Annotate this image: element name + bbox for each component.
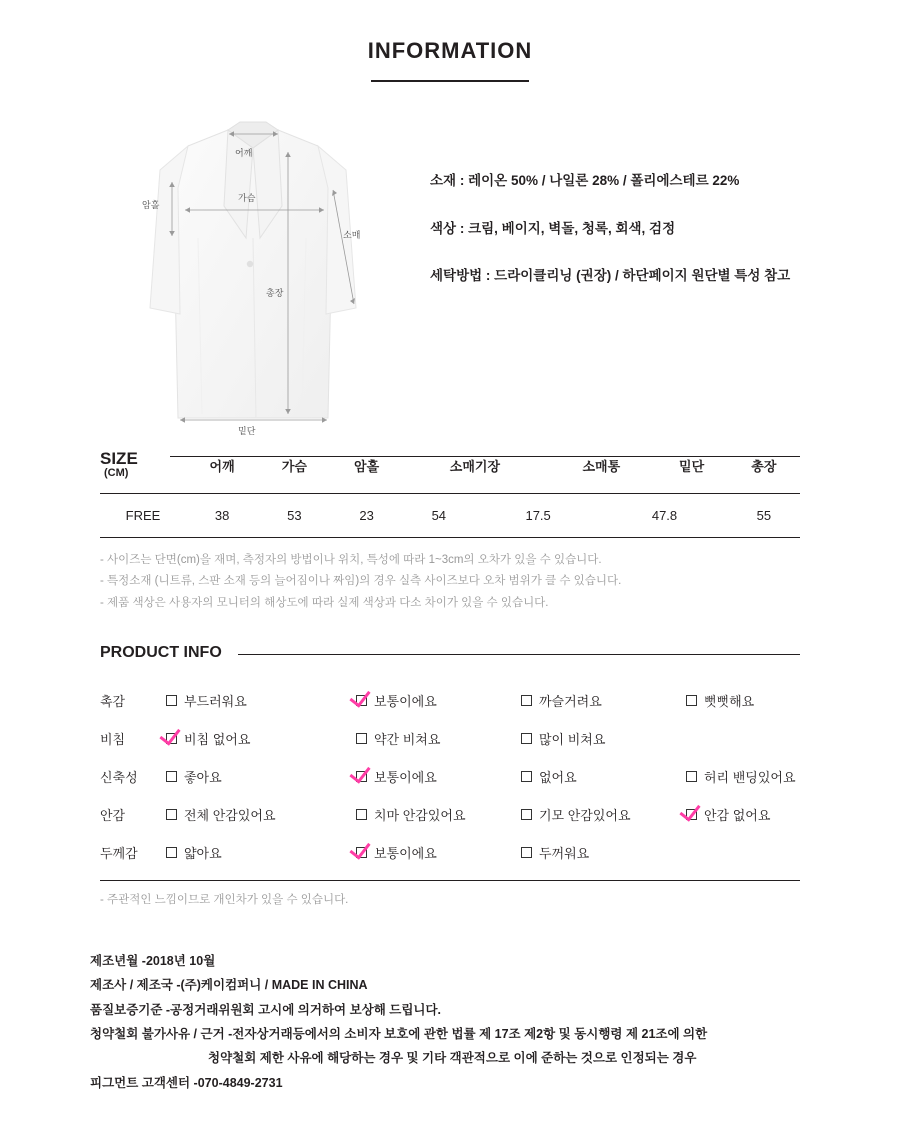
title-underline <box>371 80 529 82</box>
pi-label-stretch: 신축성 <box>100 770 138 786</box>
pi-option-seethrough-1[interactable] <box>356 729 440 748</box>
checkbox-checked-icon[interactable] <box>166 733 177 744</box>
checkbox-icon[interactable] <box>356 809 367 820</box>
pi-option-touch-2[interactable] <box>521 691 602 710</box>
pi-label-thickness: 두께감 <box>100 846 138 862</box>
footer-row-quality <box>90 998 810 1022</box>
size-col-3: 소매기장 <box>449 459 501 474</box>
pi-row-touch <box>100 682 800 720</box>
pi-option-lining-1[interactable] <box>356 805 466 824</box>
pi-option-label: 보통이에요 <box>374 845 437 861</box>
checkbox-icon[interactable] <box>521 771 532 782</box>
size-table <box>100 494 800 538</box>
garment-diagram <box>0 108 430 438</box>
checkbox-icon[interactable] <box>521 809 532 820</box>
checkbox-icon[interactable] <box>686 695 697 706</box>
pi-option-lining-3[interactable] <box>686 805 770 824</box>
pi-option-seethrough-2[interactable] <box>521 729 605 748</box>
pi-option-thickness-2[interactable] <box>521 843 589 862</box>
checkbox-icon[interactable] <box>166 771 177 782</box>
pi-row-stretch <box>100 758 800 796</box>
product-info-title: PRODUCT INFO <box>100 643 222 661</box>
pi-option-stretch-0[interactable] <box>166 767 222 786</box>
footer-row-withdrawal-sub: 청약철회 제한 사유에 해당하는 경우 및 기타 객관적으로 이에 준하는 것으로 인정되는 경우 <box>208 1051 697 1066</box>
size-unit-text: (CM) <box>104 466 129 479</box>
checkbox-icon[interactable] <box>521 733 532 744</box>
checkbox-checked-icon[interactable] <box>356 771 367 782</box>
footer-key-quality: 품질보증기준 - <box>90 1002 171 1017</box>
product-info-table <box>100 682 800 872</box>
pi-option-label: 허리 밴딩있어요 <box>704 769 796 785</box>
spec-material-text: 소재 : 레이온 50% / 나일론 28% / 폴리에스테르 22% <box>430 173 740 188</box>
pi-option-label: 전체 안감있어요 <box>184 807 276 823</box>
size-cell-5: 47.8 <box>601 494 727 538</box>
pi-option-label: 까슬거려요 <box>539 693 602 709</box>
table-head-row <box>100 448 800 485</box>
pi-option-label: 없어요 <box>539 769 577 785</box>
size-table-head <box>100 448 800 485</box>
pi-option-label: 많이 비쳐요 <box>539 731 606 747</box>
size-col-5: 밑단 <box>679 459 705 474</box>
footer-key-customer-center: 피그먼트 고객센터 - <box>90 1075 198 1090</box>
pi-option-touch-1[interactable] <box>356 691 437 710</box>
checkbox-icon[interactable] <box>356 733 367 744</box>
pi-option-label: 보통이에요 <box>374 769 437 785</box>
footer-key-manufacturer: 제조사 / 제조국 - <box>90 978 181 993</box>
pi-option-lining-2[interactable] <box>521 805 631 824</box>
pi-option-label: 안감 없어요 <box>704 807 771 823</box>
checkbox-icon[interactable] <box>521 695 532 706</box>
label-sleeve: 소매 <box>343 230 361 240</box>
spec-color <box>430 220 900 238</box>
checkbox-checked-icon[interactable] <box>686 809 697 820</box>
page-title: INFORMATION <box>367 38 533 63</box>
size-head-blank <box>100 448 186 485</box>
pi-row-lining <box>100 796 800 834</box>
size-note-1: - 특정소재 (니트류, 스판 소재 등의 늘어짐이나 짜임)의 경우 실측 사이즈보다 오차 범위가 클 수 있습니다. <box>100 575 622 588</box>
pi-option-label: 보통이에요 <box>374 693 437 709</box>
pi-option-stretch-2[interactable] <box>521 767 577 786</box>
product-info-note: - 주관적인 느낌이므로 개인차가 있을 수 있습니다. <box>100 893 349 906</box>
size-section <box>100 448 800 538</box>
spec-wash-text: 세탁방법 : 드라이클리닝 (권장) / 하단페이지 원단별 특성 참고 <box>430 268 791 284</box>
size-col-6: 총장 <box>751 459 777 474</box>
pi-label-seethrough: 비침 <box>100 732 126 748</box>
size-col-0: 어깨 <box>209 459 235 474</box>
size-row-name: FREE <box>100 494 186 538</box>
product-info-rule <box>238 654 800 655</box>
footer-key-manufacture-date: 제조년월 - <box>90 953 146 968</box>
table-row <box>100 494 800 538</box>
product-info-bottom-rule <box>100 880 800 881</box>
label-length: 총장 <box>266 288 284 298</box>
size-cell-1: 53 <box>258 494 330 538</box>
pi-option-touch-3[interactable] <box>686 691 754 710</box>
pi-option-lining-0[interactable] <box>166 805 276 824</box>
size-title-text: SIZE <box>100 449 138 468</box>
pi-label-touch: 촉감 <box>100 694 126 710</box>
footer-val-withdrawal: 전자상거래등에서의 소비자 보호에 관한 법률 제 17조 제2항 및 동시행령 제 21조에 의한 <box>232 1026 708 1041</box>
pi-option-label: 부드러워요 <box>184 693 247 709</box>
size-note-2: - 제품 색상은 사용자의 모니터의 해상도에 따라 실제 색상과 다소 차이가 있을 수 있습니다. <box>100 596 549 609</box>
product-info-section <box>100 644 800 907</box>
pi-option-seethrough-0[interactable] <box>166 729 250 748</box>
footer <box>90 949 810 1095</box>
pi-option-stretch-3[interactable] <box>686 767 796 786</box>
footer-row-customer-center <box>90 1071 810 1095</box>
pi-option-label: 약간 비쳐요 <box>374 731 441 747</box>
size-cell-0: 38 <box>186 494 258 538</box>
size-note-0: - 사이즈는 단면(cm)을 재며, 측정자의 방법이나 위치, 특성에 따라 1~3cm의 오차가 있을 수 있습니다. <box>100 554 602 566</box>
checkbox-icon[interactable] <box>166 695 177 706</box>
size-cell-2: 23 <box>330 494 402 538</box>
label-hem: 밑단 <box>238 426 256 436</box>
size-cell-3: 54 <box>403 494 475 538</box>
pi-option-label: 치마 안감있어요 <box>374 807 466 823</box>
label-armhole: 암홀 <box>142 200 160 210</box>
pi-option-label: 뻣뻣해요 <box>704 693 755 709</box>
size-cell-4: 17.5 <box>475 494 601 538</box>
pi-option-thickness-0[interactable] <box>166 843 222 862</box>
checkbox-icon[interactable] <box>166 847 177 858</box>
label-shoulder: 어깨 <box>235 148 253 158</box>
pi-option-label: 기모 안감있어요 <box>539 807 631 823</box>
spec-list <box>430 108 900 438</box>
pi-option-touch-0[interactable] <box>166 691 247 710</box>
pi-option-thickness-1[interactable] <box>356 843 437 862</box>
size-cell-6: 55 <box>728 494 800 538</box>
footer-val-manufacturer: (주)케이컴퍼니 / MADE IN CHINA <box>180 978 368 993</box>
footer-val-customer-center: 070-4849-2731 <box>197 1075 283 1090</box>
checkbox-checked-icon[interactable] <box>356 847 367 858</box>
top-section <box>0 108 900 438</box>
footer-row-withdrawal <box>90 1022 810 1046</box>
spec-color-text: 색상 : 크림, 베이지, 벽돌, 청록, 회색, 검정 <box>430 220 676 236</box>
pi-option-label: 얇아요 <box>184 845 222 861</box>
label-chest: 가슴 <box>238 193 256 203</box>
pi-option-label: 비침 없어요 <box>184 731 251 747</box>
spec-material <box>430 172 900 190</box>
size-col-1: 가슴 <box>281 459 307 474</box>
pi-row-thickness <box>100 834 800 872</box>
size-header <box>100 448 800 494</box>
footer-row-manufacturer <box>90 973 810 997</box>
checkbox-icon[interactable] <box>166 809 177 820</box>
pi-option-label: 두꺼워요 <box>539 845 590 861</box>
pi-label-lining: 안감 <box>100 808 126 824</box>
footer-val-quality: 공정거래위원회 고시에 의거하여 보상해 드립니다. <box>170 1002 442 1017</box>
footer-key-withdrawal: 청약철회 불가사유 / 근거 - <box>90 1026 233 1041</box>
spec-wash <box>430 267 900 285</box>
footer-row-manufacture-date <box>90 949 810 973</box>
size-notes <box>100 550 800 614</box>
size-col-2: 암홀 <box>354 459 380 474</box>
footer-val-manufacture-date: 2018년 10월 <box>145 953 216 968</box>
checkbox-icon[interactable] <box>686 771 697 782</box>
checkbox-icon[interactable] <box>521 847 532 858</box>
checkbox-checked-icon[interactable] <box>356 695 367 706</box>
pi-option-label: 좋아요 <box>184 769 222 785</box>
pi-row-seethrough <box>100 720 800 758</box>
size-col-4: 소매통 <box>582 459 621 474</box>
product-info-header <box>100 644 800 668</box>
garment-illustration <box>128 118 378 436</box>
pi-option-stretch-1[interactable] <box>356 767 437 786</box>
